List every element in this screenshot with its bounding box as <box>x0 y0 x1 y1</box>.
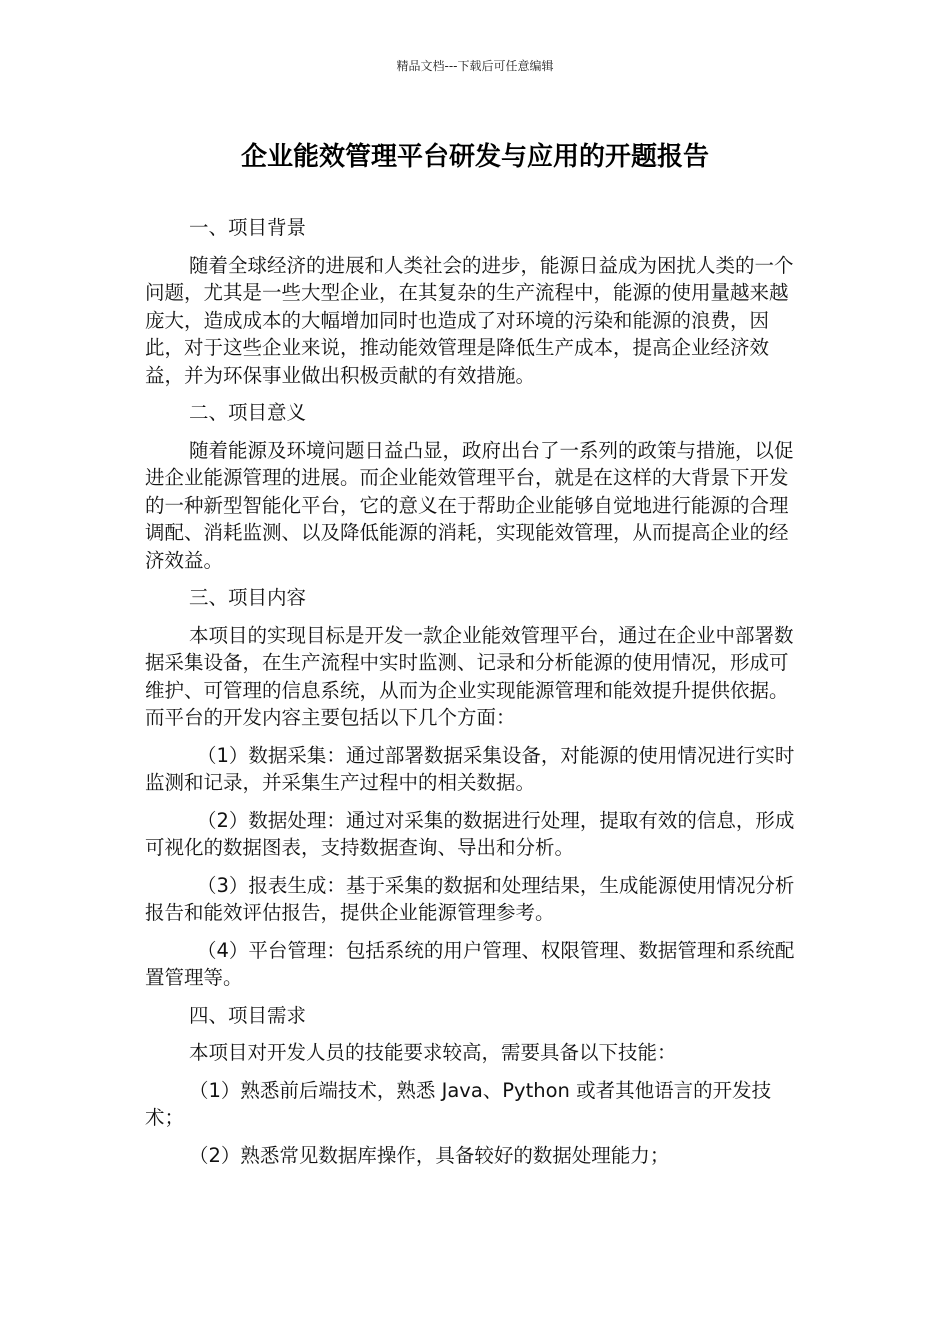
list-item-report-generation: （3）报表生成：基于采集的数据和处理结果，生成能源使用情况分析报告和能效评估报告，提供企业能源管理参考。 <box>145 873 795 924</box>
section-heading-significance: 二、项目意义 <box>189 401 307 424</box>
list-item-database: （2）熟悉常见数据库操作，具备较好的数据处理能力； <box>189 1143 670 1167</box>
section-heading-background: 一、项目背景 <box>189 216 307 239</box>
paragraph-requirements: 本项目对开发人员的技能要求较高，需要具备以下技能： <box>189 1041 677 1064</box>
list-item-data-processing: （2）数据处理：通过对采集的数据进行处理，提取有效的信息，形成可视化的数据图表，支持数据查询、导出和分析。 <box>145 808 795 859</box>
paragraph-content: 本项目的实现目标是开发一款企业能效管理平台，通过在企业中部署数据采集设备，在生产流程中实时监测、记录和分析能源的使用情况，形成可维护、可管理的信息系统，从而为企业实现能源管理和能效提升提供依据。而平台的开发内容主要包括以下几个方面： <box>145 623 794 729</box>
list-item-frontend-backend: （1）熟悉前后端技术，熟悉 Java、Python 或者其他语言的开发技术； <box>145 1078 772 1129</box>
paragraph-background: 随着全球经济的进展和人类社会的进步，能源日益成为困扰人类的一个问题，尤其是一些大型企业，在其复杂的生产流程中，能源的使用量越来越庞大，造成成本的大幅增加同时也造成了对环境的污染和能源的浪费，因此，对于这些企业来说，推动能效管理是降低生产成本，提高企业经济效益，并为环保事业做出积极贡献的有效措施。 <box>145 253 794 387</box>
document-body <box>145 214 805 1179</box>
page-header: 精品文档---下载后可任意编辑 <box>396 59 554 73</box>
section-heading-content: 三、项目内容 <box>189 586 307 609</box>
list-item-platform-management: （4）平台管理：包括系统的用户管理、权限管理、数据管理和系统配置管理等。 <box>145 938 795 989</box>
paragraph-significance: 随着能源及环境问题日益凸显，政府出台了一系列的政策与措施，以促进企业能源管理的进展。而企业能效管理平台，就是在这样的大背景下开发的一种新型智能化平台，它的意义在于帮助企业能够自觉地进行能源的合理调配、消耗监测、以及降低能源的消耗，实现能效管理，从而提高企业的经济效益。 <box>145 438 794 572</box>
section-heading-requirements: 四、项目需求 <box>189 1003 307 1027</box>
list-item-data-collection: （1）数据采集：通过部署数据采集设备，对能源的使用情况进行实时监测和记录，并采集生产过程中的相关数据。 <box>145 743 795 794</box>
document-title: 企业能效管理平台研发与应用的开题报告 <box>240 142 709 172</box>
